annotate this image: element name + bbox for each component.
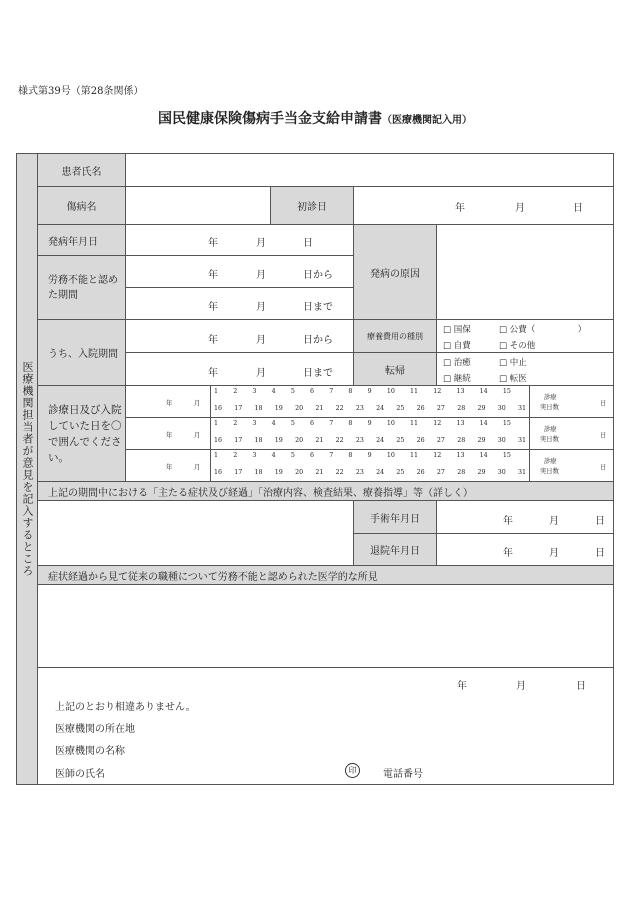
day-2[interactable]: 2 (233, 452, 238, 459)
cost-option-kokuho[interactable]: □ 国保 (443, 325, 471, 335)
onset-year: 年 (208, 238, 218, 249)
hospital-from-field[interactable] (125, 319, 354, 353)
disease-name-label (37, 186, 126, 225)
day-30[interactable]: 30 (497, 469, 506, 476)
side-label: 医療機関担当者が意見を記入するところ (21, 361, 34, 577)
day-13[interactable]: 13 (456, 388, 465, 395)
day-9[interactable]: 9 (367, 388, 372, 395)
actual-days-unit: 日 (600, 432, 607, 439)
day-28[interactable]: 28 (457, 437, 466, 444)
day-22[interactable]: 22 (335, 437, 344, 444)
hospital-until-field[interactable] (125, 352, 354, 386)
onset-date-field[interactable] (125, 224, 354, 256)
incapacity-from-field[interactable] (125, 255, 354, 288)
visit-row-1-year-month[interactable] (125, 385, 211, 418)
day-2[interactable]: 2 (233, 388, 238, 395)
day-20[interactable]: 20 (295, 469, 304, 476)
discharge-date-label (353, 533, 437, 566)
day-2[interactable]: 2 (233, 420, 238, 427)
day-1[interactable]: 1 (214, 420, 219, 427)
visit-days-line-2 (210, 437, 530, 444)
symptom-header (37, 481, 614, 501)
actual-days-unit: 日 (600, 400, 607, 407)
day-26[interactable]: 26 (416, 437, 425, 444)
visit-days-line-1 (210, 420, 515, 427)
hosp-from-year: 年 (208, 335, 218, 346)
day-12[interactable]: 12 (433, 388, 442, 395)
cost-option-jihi[interactable]: □ 自費 (443, 341, 471, 351)
day-19[interactable]: 19 (274, 469, 283, 476)
day-8[interactable]: 8 (348, 420, 353, 427)
form-title (0, 108, 630, 128)
side-label-cell (16, 153, 38, 785)
patient-name-label (37, 153, 126, 187)
day-29[interactable]: 29 (477, 469, 486, 476)
day-23[interactable]: 23 (355, 405, 364, 412)
certification-block (37, 667, 614, 785)
cert-month: 月 (516, 681, 526, 692)
day-9[interactable]: 9 (367, 420, 372, 427)
cost-type-label-text: 療養費用の種別 (367, 331, 423, 341)
day-26[interactable]: 26 (416, 469, 425, 476)
day-17[interactable]: 17 (234, 469, 243, 476)
opinion-header-text: 症状経過から見て従来の職種について労務不能と認められた医学的な所見 (48, 571, 378, 583)
first-visit-day: 日 (573, 203, 583, 214)
hosp-until-day: 日まで (303, 368, 333, 379)
outcome-option-stopped[interactable]: □ 中止 (499, 358, 527, 368)
form-title-sub: （医療機関記入用） (382, 115, 472, 126)
form-number: 様式第39号（第28条関係） (18, 86, 144, 97)
day-16[interactable]: 16 (214, 469, 223, 476)
surgery-date-field[interactable] (436, 500, 614, 534)
day-14[interactable]: 14 (479, 452, 488, 459)
day-24[interactable]: 24 (376, 469, 385, 476)
incapacity-period-label-text: 労務不能と認めた期間 (48, 274, 118, 301)
day-7[interactable]: 7 (329, 388, 334, 395)
day-20[interactable]: 20 (295, 437, 304, 444)
day-13[interactable]: 13 (456, 452, 465, 459)
day-27[interactable]: 27 (436, 405, 445, 412)
day-16[interactable]: 16 (214, 437, 223, 444)
actual-days-label-1: 診療 (544, 458, 557, 465)
day-18[interactable]: 18 (254, 437, 263, 444)
visit-row-3-actual-days[interactable] (529, 449, 614, 482)
day-10[interactable]: 10 (386, 420, 395, 427)
patient-name-label-text: 患者氏名 (61, 166, 102, 178)
cert-year: 年 (457, 681, 467, 692)
day-10[interactable]: 10 (386, 452, 395, 459)
day-28[interactable]: 28 (457, 469, 466, 476)
hosp-from-month: 月 (256, 335, 266, 346)
phone-label[interactable]: 電話番号 (383, 769, 423, 780)
day-31[interactable]: 31 (517, 405, 526, 412)
visit-row-2-year-month[interactable] (125, 417, 211, 450)
cause-label-text: 発病の原因 (370, 268, 420, 280)
visit-row-1-actual-days[interactable] (529, 385, 614, 418)
surgery-date-label-text: 手術年月日 (370, 513, 420, 525)
visit-days-line-1 (210, 452, 515, 459)
day-15[interactable]: 15 (502, 452, 511, 459)
doctor-name-label[interactable]: 医師の氏名 (55, 769, 105, 780)
facility-address-label[interactable]: 医療機関の所在地 (55, 724, 135, 735)
day-27[interactable]: 27 (436, 437, 445, 444)
incap-from-day: 日から (303, 270, 333, 281)
day-24[interactable]: 24 (376, 405, 385, 412)
hospital-period-label (37, 319, 126, 386)
day-3[interactable]: 3 (252, 452, 257, 459)
day-15[interactable]: 15 (502, 388, 511, 395)
day-17[interactable]: 17 (234, 437, 243, 444)
first-visit-year: 年 (455, 203, 465, 214)
incapacity-period-label (37, 255, 126, 320)
first-visit-label-text: 初診日 (297, 202, 327, 213)
visit-row-month: 月 (194, 400, 201, 407)
day-4[interactable]: 4 (271, 420, 276, 427)
cert-day: 日 (576, 681, 586, 692)
outcome-option-cured[interactable]: □ 治癒 (443, 358, 471, 368)
day-8[interactable]: 8 (348, 452, 353, 459)
day-23[interactable]: 23 (355, 469, 364, 476)
actual-days-label-2: 実日数 (540, 468, 559, 475)
discharge-day: 日 (595, 548, 605, 559)
day-5[interactable]: 5 (290, 420, 295, 427)
day-23[interactable]: 23 (355, 437, 364, 444)
day-1[interactable]: 1 (214, 388, 219, 395)
certify-text: 上記のとおり相違ありません。 (55, 702, 196, 713)
surgery-year: 年 (503, 516, 513, 527)
visit-row-year: 年 (166, 400, 173, 407)
outcome-option-continued[interactable]: □ 継続 (443, 374, 471, 384)
outcome-label-text: 転帰 (385, 365, 405, 377)
disease-name-label-text: 傷病名 (66, 202, 97, 213)
visit-days-label-text: 診療日及び入院していた日を〇で囲んでください。 (48, 403, 122, 464)
day-25[interactable]: 25 (396, 469, 405, 476)
first-visit-field[interactable] (353, 186, 614, 225)
day-4[interactable]: 4 (271, 452, 276, 459)
hospital-period-label-text: うち、入院期間 (48, 349, 118, 360)
day-18[interactable]: 18 (254, 469, 263, 476)
day-6[interactable]: 6 (310, 452, 315, 459)
day-17[interactable]: 17 (234, 405, 243, 412)
day-8[interactable]: 8 (348, 388, 353, 395)
discharge-year: 年 (503, 548, 513, 559)
incapacity-until-field[interactable] (125, 287, 354, 320)
onset-date-label (37, 224, 126, 256)
hosp-from-day: 日から (303, 335, 333, 346)
incap-until-month: 月 (256, 302, 266, 313)
discharge-month: 月 (549, 548, 559, 559)
onset-month: 月 (256, 238, 266, 249)
actual-days-unit: 日 (600, 464, 607, 471)
day-11[interactable]: 11 (410, 452, 419, 459)
surgery-date-label (353, 500, 437, 534)
cost-option-other[interactable]: □ その他 (499, 341, 536, 351)
outcome-options (436, 352, 614, 386)
symptom-header-text: 上記の期間中における「主たる症状及び経過」「治療内容、検査結果、療養指導」等（詳しく） (48, 487, 473, 499)
outcome-label (353, 352, 437, 386)
day-22[interactable]: 22 (335, 405, 344, 412)
first-visit-label (270, 186, 354, 225)
visit-days-line-2 (210, 405, 530, 412)
incap-until-year: 年 (208, 302, 218, 313)
visit-days-label (37, 385, 126, 482)
day-10[interactable]: 10 (386, 388, 395, 395)
day-13[interactable]: 13 (456, 420, 465, 427)
opinion-field[interactable] (37, 584, 614, 668)
day-25[interactable]: 25 (396, 437, 405, 444)
outcome-option-transferred[interactable]: □ 転医 (499, 374, 527, 384)
day-19[interactable]: 19 (274, 437, 283, 444)
visit-row-year: 年 (166, 464, 173, 471)
actual-days-label-2: 実日数 (540, 404, 559, 411)
day-30[interactable]: 30 (497, 437, 506, 444)
disease-name-field[interactable] (125, 186, 271, 225)
day-11[interactable]: 11 (410, 420, 419, 427)
day-21[interactable]: 21 (315, 469, 324, 476)
day-29[interactable]: 29 (477, 437, 486, 444)
hosp-until-year: 年 (208, 368, 218, 379)
cost-type-label (353, 319, 437, 353)
day-28[interactable]: 28 (457, 405, 466, 412)
visit-row-2-actual-days[interactable] (529, 417, 614, 450)
day-29[interactable]: 29 (477, 405, 486, 412)
cost-option-kohi[interactable]: □ 公費（ ） (499, 325, 587, 335)
cause-label (353, 224, 437, 320)
day-9[interactable]: 9 (367, 452, 372, 459)
day-12[interactable]: 12 (433, 420, 442, 427)
discharge-date-field[interactable] (436, 533, 614, 566)
day-5[interactable]: 5 (290, 388, 295, 395)
first-visit-month: 月 (515, 203, 525, 214)
visit-days-line-2 (210, 469, 530, 476)
day-21[interactable]: 21 (315, 405, 324, 412)
form-title-main: 国民健康保険傷病手当金支給申請書 (158, 111, 382, 127)
day-24[interactable]: 24 (376, 437, 385, 444)
symptom-field[interactable] (37, 500, 354, 566)
patient-name-field[interactable] (125, 153, 614, 187)
surgery-day: 日 (595, 516, 605, 527)
cost-type-options (436, 319, 614, 353)
cause-field[interactable] (436, 224, 614, 320)
actual-days-label-2: 実日数 (540, 436, 559, 443)
visit-row-month: 月 (194, 464, 201, 471)
day-25[interactable]: 25 (396, 405, 405, 412)
day-31[interactable]: 31 (517, 469, 526, 476)
day-16[interactable]: 16 (214, 405, 223, 412)
day-22[interactable]: 22 (335, 469, 344, 476)
surgery-month: 月 (549, 516, 559, 527)
day-12[interactable]: 12 (433, 452, 442, 459)
onset-day: 日 (303, 238, 313, 249)
opinion-header (37, 565, 614, 585)
day-6[interactable]: 6 (310, 420, 315, 427)
visit-row-year: 年 (166, 432, 173, 439)
day-3[interactable]: 3 (252, 388, 257, 395)
day-26[interactable]: 26 (416, 405, 425, 412)
day-15[interactable]: 15 (502, 420, 511, 427)
incap-from-year: 年 (208, 270, 218, 281)
hosp-until-month: 月 (256, 368, 266, 379)
discharge-date-label-text: 退院年月日 (370, 546, 420, 557)
day-7[interactable]: 7 (329, 420, 334, 427)
day-5[interactable]: 5 (290, 452, 295, 459)
day-21[interactable]: 21 (315, 437, 324, 444)
incap-until-day: 日まで (303, 302, 333, 313)
day-14[interactable]: 14 (479, 420, 488, 427)
day-1[interactable]: 1 (214, 452, 219, 459)
day-27[interactable]: 27 (436, 469, 445, 476)
visit-row-3-year-month[interactable] (125, 449, 211, 482)
day-6[interactable]: 6 (310, 388, 315, 395)
actual-days-label-1: 診療 (544, 394, 557, 401)
day-18[interactable]: 18 (254, 405, 263, 412)
day-19[interactable]: 19 (274, 405, 283, 412)
onset-date-label-text: 発病年月日 (48, 236, 98, 248)
day-30[interactable]: 30 (497, 405, 506, 412)
day-4[interactable]: 4 (271, 388, 276, 395)
day-11[interactable]: 11 (410, 388, 419, 395)
day-20[interactable]: 20 (295, 405, 304, 412)
incap-from-month: 月 (256, 270, 266, 281)
day-7[interactable]: 7 (329, 452, 334, 459)
day-31[interactable]: 31 (517, 437, 526, 444)
day-3[interactable]: 3 (252, 420, 257, 427)
actual-days-label-1: 診療 (544, 426, 557, 433)
day-14[interactable]: 14 (479, 388, 488, 395)
visit-days-line-1 (210, 388, 515, 395)
facility-name-label[interactable]: 医療機関の名称 (55, 746, 125, 757)
visit-row-month: 月 (194, 432, 201, 439)
seal-icon: 印 (345, 763, 360, 778)
